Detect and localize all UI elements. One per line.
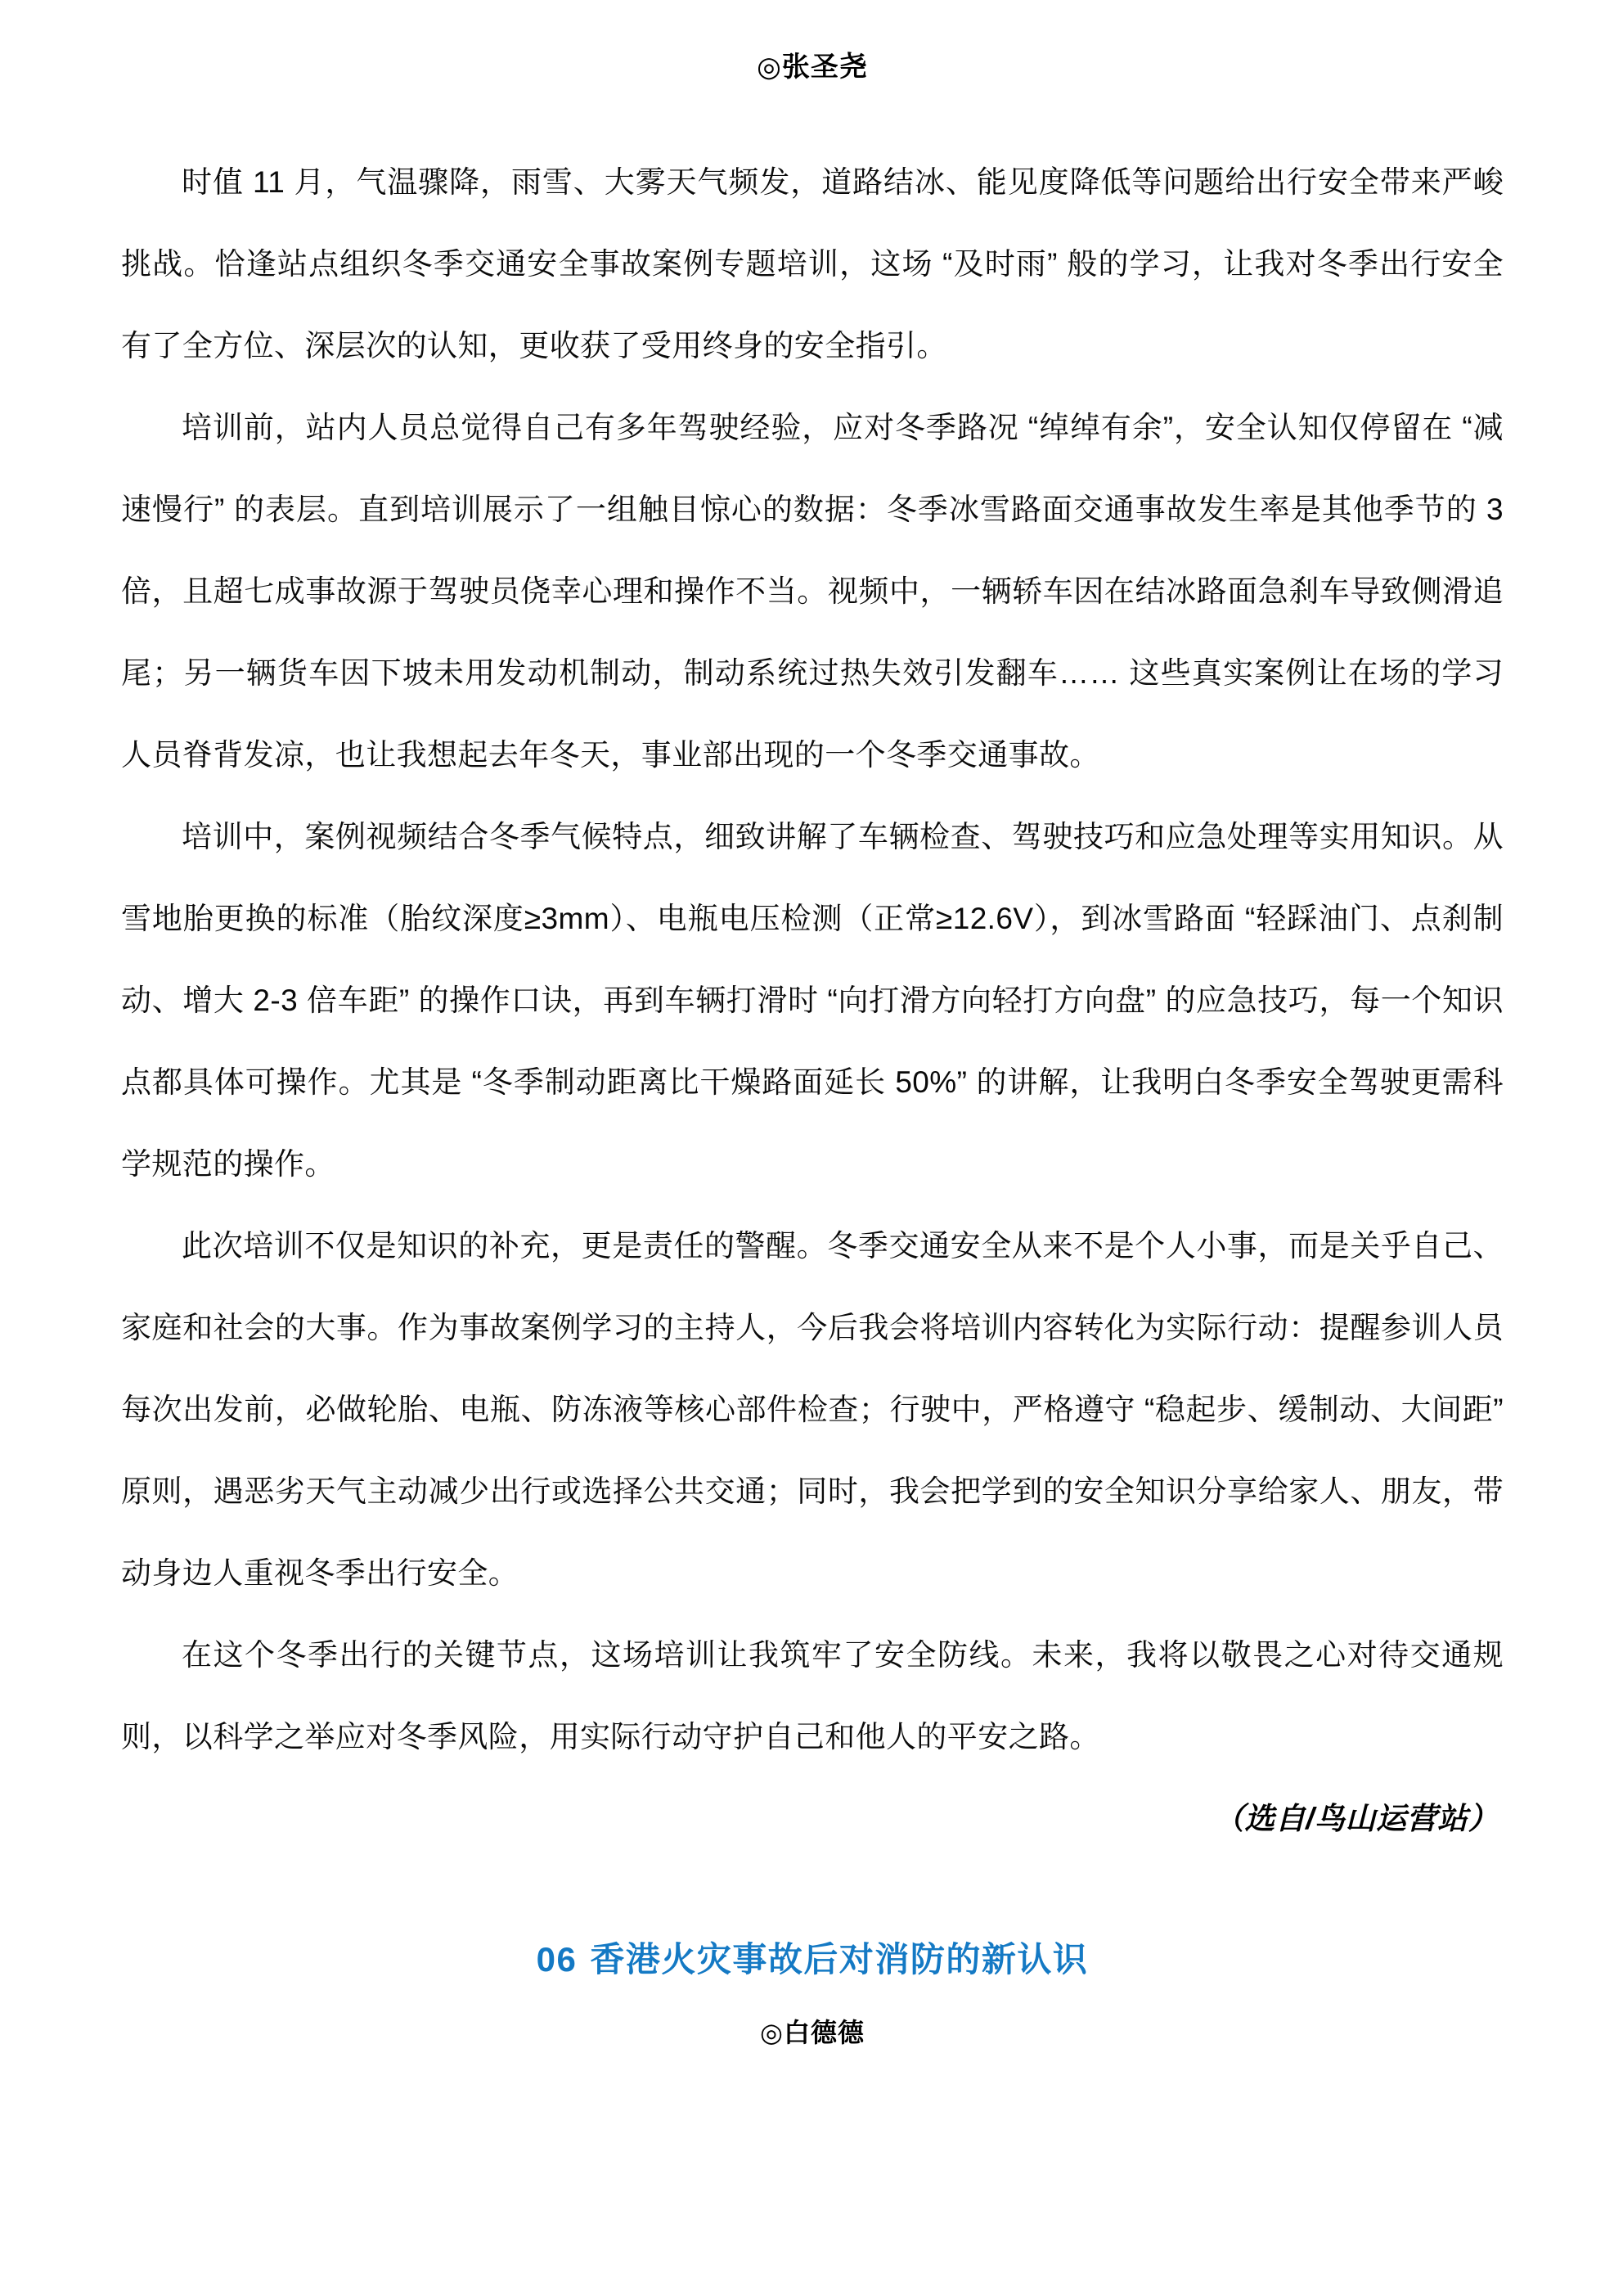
byline-bottom-text: ◎白德德 [760, 2018, 865, 2048]
page-content [121, 0, 1504, 2049]
article-body [121, 142, 1504, 1778]
next-section-byline [121, 2017, 1504, 2048]
section-number: 06 [536, 1939, 578, 1979]
article-byline-top [121, 51, 1504, 84]
source-attribution: （选自/鸟山运营站） [1213, 1801, 1499, 1835]
paragraph-3: 培训中，案例视频结合冬季气候特点，细致讲解了车辆检查、驾驶技巧和应急处理等实用知识。从雪地胎更换的标准（胎纹深度≥3mm）、电瓶电压检测（正常≥12.6V），到冰雪路面 “轻踩油门、点刹制动、增大 2-3 倍车距” 的操作口诀，再到车辆打滑时 “向打滑方向轻打方向盘” 的应急技巧，每一个知识点都具体可操作。尤其是 “冬季制动距离比干燥路面延长 50%” 的讲解，让我明白冬季安全驾驶更需科学规范的操作。 [121, 819, 1504, 1181]
section-title: 香港火灾事故后对消防的新认识 [590, 1939, 1089, 1979]
paragraph-5: 在这个冬季出行的关键节点，这场培训让我筑牢了安全防线。未来，我将以敬畏之心对待交通规则，以科学之举应对冬季风险，用实际行动守护自己和他人的平安之路。 [121, 1637, 1504, 1754]
byline-top-text: ◎张圣尧 [757, 52, 868, 83]
paragraph-1: 时值 11 月，气温骤降，雨雪、大雾天气频发，道路结冰、能见度降低等问题给出行安全带来严峻挑战。恰逢站点组织冬季交通安全事故案例专题培训，这场 “及时雨” 般的学习，让我对冬季出行安全有了全方位、深层次的认知，更收获了受用终身的安全指引。 [121, 164, 1504, 362]
paragraph-4: 此次培训不仅是知识的补充，更是责任的警醒。冬季交通安全从来不是个人小事，而是关乎自己、家庭和社会的大事。作为事故案例学习的主持人，今后我会将培训内容转化为实际行动：提醒参训人员每次出发前，必做轮胎、电瓶、防冻液等核心部件检查；行驶中，严格遵守 “稳起步、缓制动、大间距” 原则，遇恶劣天气主动减少出行或选择公共交通；同时，我会把学到的安全知识分享给家人、朋友，带动身边人重视冬季出行安全。 [121, 1228, 1504, 1590]
paragraph-2: 培训前，站内人员总觉得自己有多年驾驶经验，应对冬季路况 “绰绰有余”，安全认知仅停留在 “减速慢行” 的表层。直到培训展示了一组触目惊心的数据：冬季冰雪路面交通事故发生率是其他季节的 3 倍，且超七成事故源于驾驶员侥幸心理和操作不当。视频中，一辆轿车因在结冰路面急刹车导致侧滑追尾；另一辆货车因下坡未用发动机制动，制动系统过热失效引发翻车…… 这些真实案例让在场的学习人员脊背发凉，也让我想起去年冬天，事业部出现的一个冬季交通事故。 [121, 410, 1504, 772]
next-section-heading [121, 1938, 1504, 1982]
